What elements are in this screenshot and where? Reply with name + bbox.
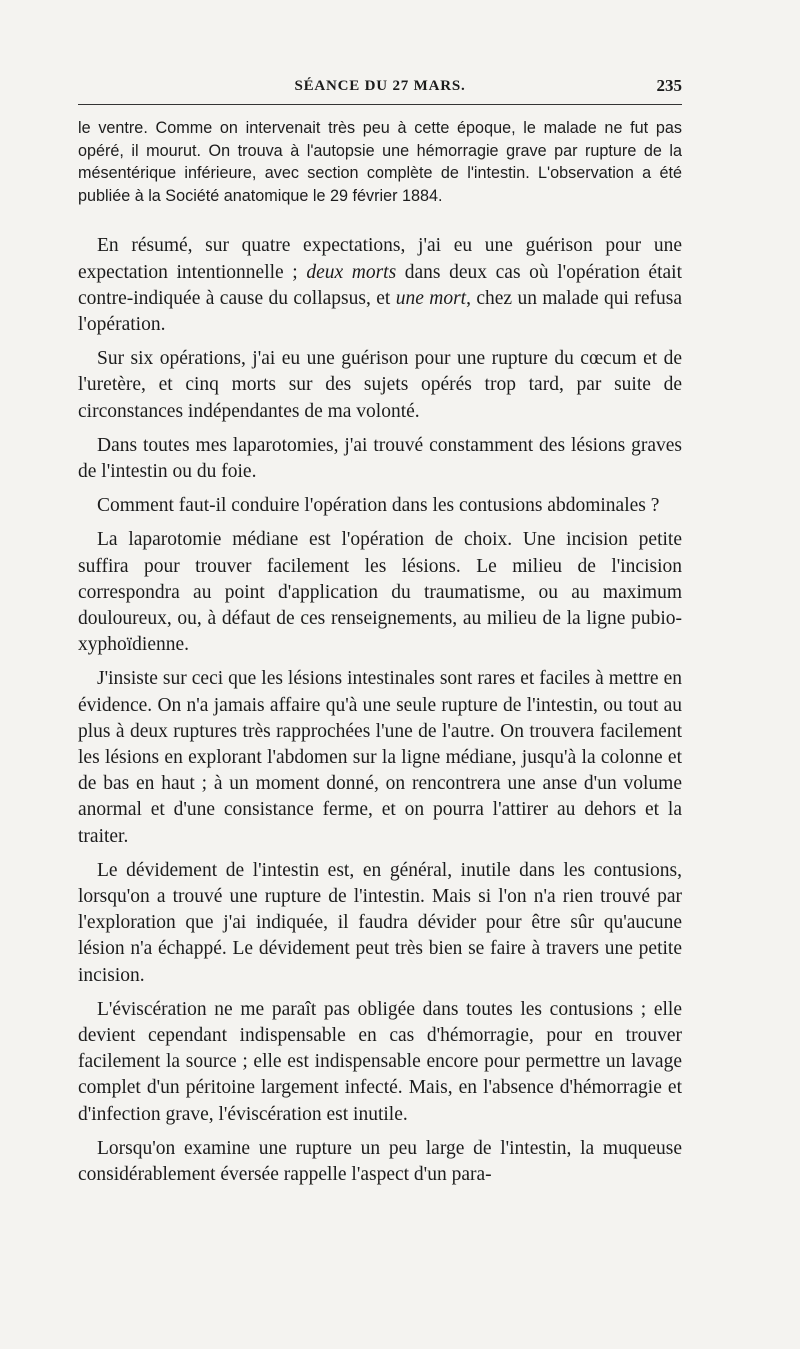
- paragraph-median-laparotomy: La laparotomie médiane est l'opération de choix. Une incision petite suffira pour trouver facilement les lésions. Le milieu de l'incision correspondra au point d'application du traumatisme, ou au maximum douloureux, ou, à défaut de ces renseignements, au milieu de la ligne pubio-xyphoïdienne.: [78, 529, 682, 656]
- paragraph-summary-part-a: En résumé, sur quatre expectations, j'ai eu une guérison pour une expectation intentionnelle ;: [78, 235, 682, 283]
- paragraph-laparotomies: Dans toutes mes laparotomies, j'ai trouvé constamment des lésions graves de l'intestin ou du foie.: [78, 434, 682, 482]
- paragraph-rupture: Lorsqu'on examine une rupture un peu large de l'intestin, la muqueuse considérablement éversée rappelle l'aspect d'un para-: [78, 1137, 682, 1186]
- page-number: 235: [656, 76, 682, 95]
- paragraph-operations: Sur six opérations, j'ai eu une guérison pour une rupture du cœcum et de l'uretère, et cinq morts sur des sujets opérés trop tard, par suite de circonstances indépendantes de ma volonté.: [78, 348, 682, 422]
- document-page: [78, 72, 682, 1196]
- paragraph-devidement: Le dévidement de l'intestin est, en général, inutile dans les contusions, lorsqu'on a trouvé une rupture de l'intestin. Mais si l'on n'a rien trouvé par l'exploration que j'ai indiquée, il faudra dévider pour être sûr qu'aucune lésion n'a échappé. Le dévidement peut très bien se faire à travers une petite incision.: [78, 859, 682, 986]
- paragraph-summary-emphasis-2: une mort: [395, 287, 467, 309]
- paragraph-summary-part-b: dans deux cas où l'opération était contre-indiquée à cause du collapsus, et: [78, 261, 682, 309]
- paragraph-summary-part-c: , chez un malade qui refusa l'opération.: [78, 287, 682, 335]
- paragraph-evisceration: L'éviscération ne me paraît pas obligée dans toutes les contusions ; elle devient cependant indispensable en cas d'hémorragie, pour en trouver facilement la source ; elle est indispensable encore pour permettre un lavage complet d'un péritoine largement infecté. Mais, en l'absence d'hémorragie et d'infection grave, l'éviscération est inutile.: [78, 998, 682, 1125]
- paragraph-summary-emphasis-1: deux morts: [306, 261, 397, 283]
- paragraph-summary: [78, 233, 682, 338]
- paragraph-intestinal-lesions: J'insiste sur ceci que les lésions intestinales sont rares et faciles à mettre en évidence. On n'a jamais affaire qu'à une seule rupture de l'intestin, ou tout au plus à deux ruptures très rapprochées l'une de l'autre. On trouvera facilement les lésions en explorant l'abdomen sur la ligne médiane, jusqu'à la colonne et de bas en haut ; à un moment donné, on rencontrera une anse d'un volume anormal et d'une consistance ferme, et on pourra l'attirer au dehors et la traiter.: [78, 668, 682, 847]
- running-title: SÉANCE DU 27 MARS.: [294, 78, 466, 94]
- observation-note: le ventre. Comme on intervenait très peu à cette époque, le malade ne fut pas opéré, il mourut. On trouva à l'autopsie une hémorragie grave par rupture de la mésentérique inférieure, avec section complète de l'intestin. L'observation a été publiée à la Société anatomique le 29 février 1884.: [78, 119, 682, 205]
- page-header: [78, 72, 682, 102]
- header-rule: [78, 104, 682, 105]
- paragraph-question: Comment faut-il conduire l'opération dans les contusions abdominales ?: [97, 495, 660, 517]
